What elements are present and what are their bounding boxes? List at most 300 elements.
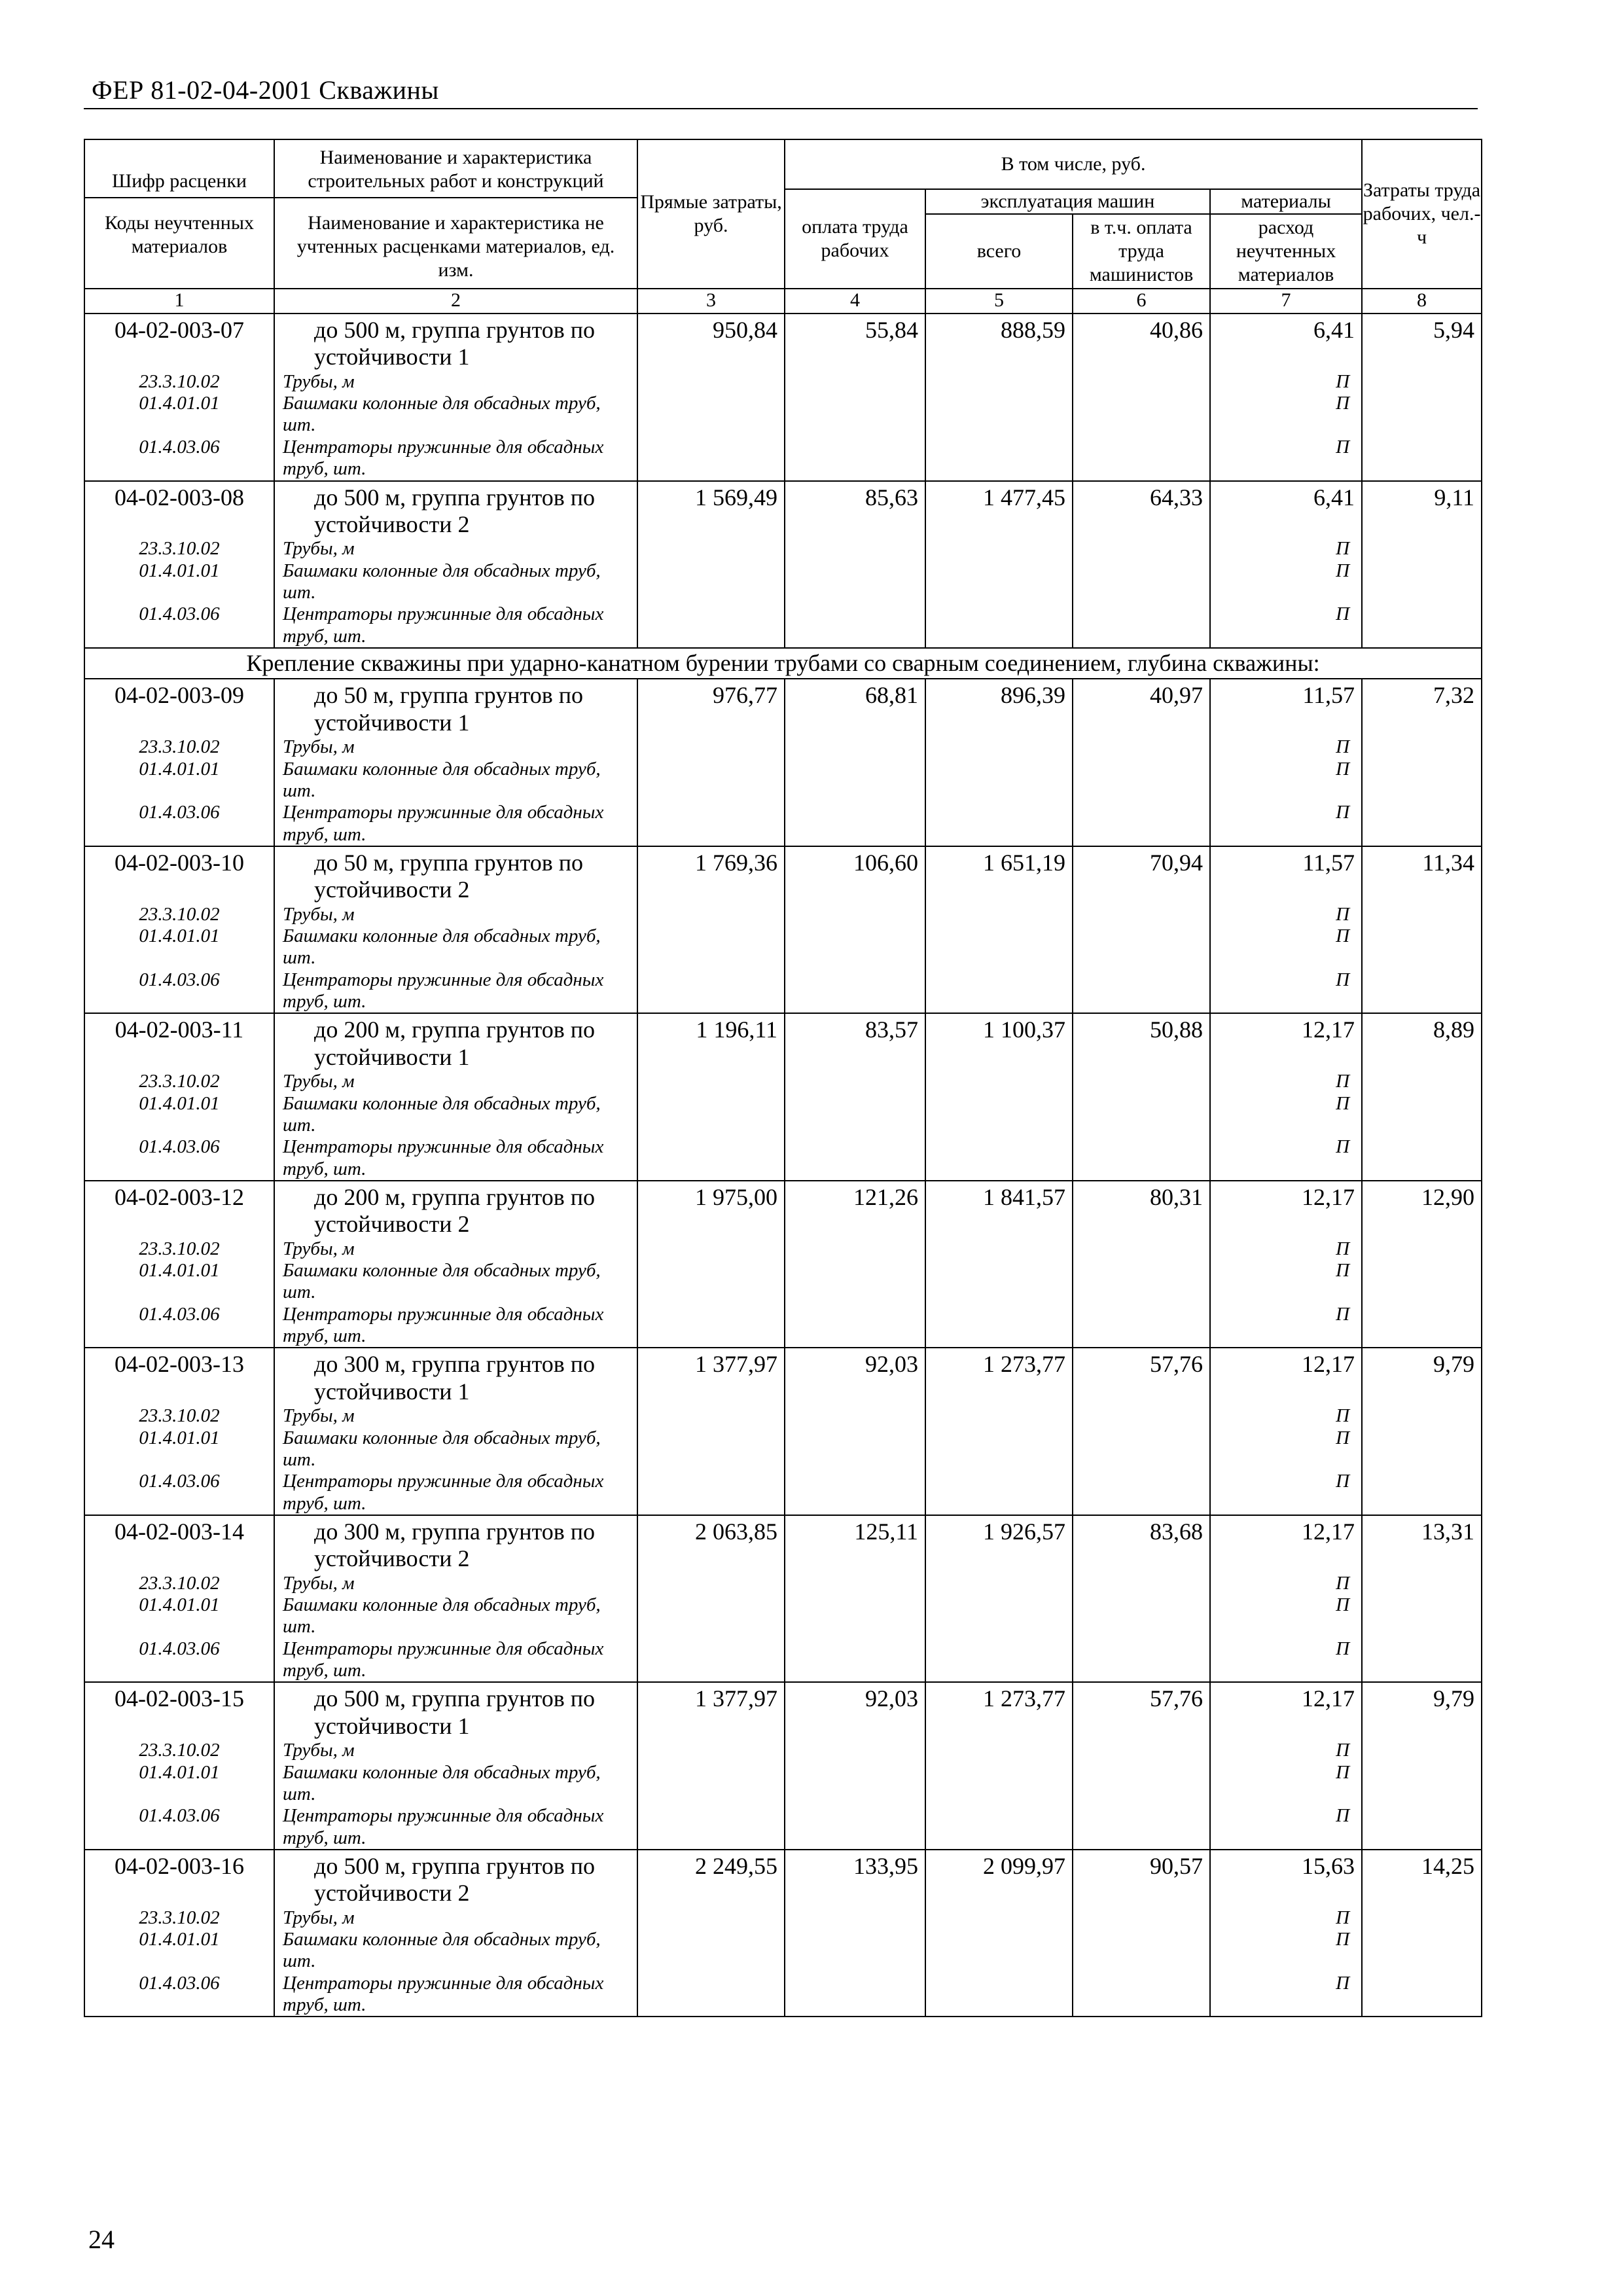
- material-mark: П: [1210, 925, 1362, 969]
- material-row: [84, 1740, 1482, 1761]
- machine-costs: 2 099,97: [925, 1850, 1073, 1907]
- empty-cell: [785, 904, 925, 925]
- material-row: [84, 1973, 1482, 2017]
- header-incl-wages: в т.ч. оплата труда машинистов: [1073, 214, 1210, 289]
- direct-costs: 1 196,11: [637, 1013, 785, 1071]
- empty-cell: [1073, 1929, 1210, 1973]
- material-code: 23.3.10.02: [84, 371, 274, 393]
- material-name: Трубы, м: [274, 1405, 637, 1427]
- col-number: 8: [1362, 289, 1482, 314]
- empty-cell: [1362, 1762, 1482, 1806]
- material-name: Башмаки колонные для обсадных труб, шт.: [274, 393, 637, 437]
- material-code: 01.4.03.06: [84, 1973, 274, 2017]
- material-name: Центраторы пружинные для обсадных труб, шт.: [274, 1471, 637, 1515]
- empty-cell: [925, 1740, 1073, 1761]
- wages: 85,63: [785, 481, 925, 539]
- empty-cell: [1362, 1405, 1482, 1427]
- empty-cell: [1362, 1573, 1482, 1594]
- material-name: Башмаки колонные для обсадных труб, шт.: [274, 1594, 637, 1638]
- material-mark: П: [1210, 904, 1362, 925]
- empty-cell: [1073, 1071, 1210, 1092]
- empty-cell: [925, 904, 1073, 925]
- empty-cell: [785, 925, 925, 969]
- empty-cell: [785, 1093, 925, 1137]
- material-code: 23.3.10.02: [84, 1907, 274, 1929]
- empty-cell: [1362, 1260, 1482, 1304]
- empty-cell: [1362, 393, 1482, 437]
- empty-cell: [1073, 904, 1210, 925]
- empty-cell: [925, 1471, 1073, 1515]
- empty-cell: [1362, 969, 1482, 1014]
- empty-cell: [1073, 759, 1210, 802]
- empty-cell: [925, 1805, 1073, 1850]
- direct-costs: 1 569,49: [637, 481, 785, 539]
- material-row: [84, 1260, 1482, 1304]
- empty-cell: [637, 1573, 785, 1594]
- section-row: [84, 648, 1482, 679]
- material-name: Трубы, м: [274, 1238, 637, 1260]
- header-total: всего: [925, 214, 1073, 289]
- empty-cell: [925, 969, 1073, 1014]
- material-mark: П: [1210, 371, 1362, 393]
- materials-cost: 12,17: [1210, 1013, 1362, 1071]
- empty-cell: [1073, 538, 1210, 560]
- empty-cell: [785, 1260, 925, 1304]
- empty-cell: [785, 1907, 925, 1929]
- empty-cell: [1073, 802, 1210, 846]
- material-code: 01.4.01.01: [84, 1594, 274, 1638]
- empty-cell: [785, 437, 925, 481]
- empty-cell: [785, 1805, 925, 1850]
- empty-cell: [1073, 1740, 1210, 1761]
- work-description: до 500 м, группа грунтов по устойчивости 2: [274, 1850, 637, 1907]
- material-row: [84, 1471, 1482, 1515]
- material-mark: П: [1210, 1405, 1362, 1427]
- empty-cell: [637, 1093, 785, 1137]
- empty-cell: [637, 1740, 785, 1761]
- material-name: Башмаки колонные для обсадных труб, шт.: [274, 1929, 637, 1973]
- rate-code: 04-02-003-12: [84, 1181, 274, 1238]
- direct-costs: 1 975,00: [637, 1181, 785, 1238]
- machine-costs: 1 841,57: [925, 1181, 1073, 1238]
- table-header-row: [84, 139, 1482, 189]
- empty-cell: [925, 802, 1073, 846]
- material-name: Башмаки колонные для обсадных труб, шт.: [274, 1093, 637, 1137]
- header-materials: материалы: [1210, 189, 1362, 214]
- empty-cell: [1073, 1238, 1210, 1260]
- col-number: 3: [637, 289, 785, 314]
- material-name: Башмаки колонные для обсадных труб, шт.: [274, 1427, 637, 1471]
- material-code: 01.4.01.01: [84, 925, 274, 969]
- labor-hours: 14,25: [1362, 1850, 1482, 1907]
- table-row: [84, 481, 1482, 539]
- material-row: [84, 538, 1482, 560]
- empty-cell: [925, 538, 1073, 560]
- empty-cell: [785, 1973, 925, 2017]
- material-row: [84, 925, 1482, 969]
- empty-cell: [785, 1594, 925, 1638]
- empty-cell: [1362, 1136, 1482, 1181]
- labor-hours: 9,79: [1362, 1348, 1482, 1405]
- col-number: 7: [1210, 289, 1362, 314]
- material-code: 01.4.03.06: [84, 603, 274, 648]
- machine-costs: 1 273,77: [925, 1348, 1073, 1405]
- machine-costs: 1 477,45: [925, 481, 1073, 539]
- material-row: [84, 1136, 1482, 1181]
- empty-cell: [637, 1071, 785, 1092]
- empty-cell: [1073, 371, 1210, 393]
- machine-costs: 1 273,77: [925, 1682, 1073, 1740]
- empty-cell: [785, 1740, 925, 1761]
- material-mark: П: [1210, 1093, 1362, 1137]
- machine-costs: 1 100,37: [925, 1013, 1073, 1071]
- wages: 83,57: [785, 1013, 925, 1071]
- table-row: [84, 1181, 1482, 1238]
- empty-cell: [637, 736, 785, 758]
- labor-hours: 9,79: [1362, 1682, 1482, 1740]
- material-name: Трубы, м: [274, 1071, 637, 1092]
- empty-cell: [637, 538, 785, 560]
- empty-cell: [785, 1427, 925, 1471]
- labor-hours: 13,31: [1362, 1515, 1482, 1573]
- empty-cell: [637, 560, 785, 604]
- material-name: Центраторы пружинные для обсадных труб, шт.: [274, 1805, 637, 1850]
- empty-cell: [637, 802, 785, 846]
- labor-hours: 12,90: [1362, 1181, 1482, 1238]
- material-name: Башмаки колонные для обсадных труб, шт.: [274, 925, 637, 969]
- materials-cost: 11,57: [1210, 846, 1362, 904]
- material-row: [84, 560, 1482, 604]
- material-name: Центраторы пружинные для обсадных труб, шт.: [274, 802, 637, 846]
- empty-cell: [925, 1594, 1073, 1638]
- empty-cell: [1073, 1762, 1210, 1806]
- material-name: Трубы, м: [274, 736, 637, 758]
- empty-cell: [785, 1136, 925, 1181]
- material-mark: П: [1210, 1427, 1362, 1471]
- machinists-wages: 57,76: [1073, 1682, 1210, 1740]
- table-row: [84, 679, 1482, 736]
- header-labor: Затраты труда рабочих, чел.-ч: [1362, 139, 1482, 289]
- wages: 133,95: [785, 1850, 925, 1907]
- material-row: [84, 904, 1482, 925]
- empty-cell: [1073, 1805, 1210, 1850]
- header-direct: Прямые затраты, руб.: [637, 139, 785, 289]
- materials-cost: 12,17: [1210, 1348, 1362, 1405]
- empty-cell: [925, 1638, 1073, 1683]
- empty-cell: [925, 603, 1073, 648]
- machinists-wages: 40,86: [1073, 314, 1210, 371]
- material-mark: П: [1210, 538, 1362, 560]
- material-code: 23.3.10.02: [84, 1071, 274, 1092]
- col-number: 6: [1073, 289, 1210, 314]
- empty-cell: [1362, 1093, 1482, 1137]
- material-name: Башмаки колонные для обсадных труб, шт.: [274, 560, 637, 604]
- rate-code: 04-02-003-08: [84, 481, 274, 539]
- header-machines: эксплуатация машин: [925, 189, 1210, 214]
- table-row: [84, 1850, 1482, 1907]
- work-description: до 200 м, группа грунтов по устойчивости 2: [274, 1181, 637, 1238]
- page-number: 24: [88, 2225, 115, 2254]
- machinists-wages: 90,57: [1073, 1850, 1210, 1907]
- empty-cell: [785, 1238, 925, 1260]
- material-code: 01.4.01.01: [84, 1093, 274, 1137]
- materials-cost: 6,41: [1210, 314, 1362, 371]
- empty-cell: [1073, 1136, 1210, 1181]
- empty-cell: [1362, 1071, 1482, 1092]
- wages: 125,11: [785, 1515, 925, 1573]
- material-mark: П: [1210, 1973, 1362, 2017]
- table-row: [84, 846, 1482, 904]
- empty-cell: [637, 1136, 785, 1181]
- empty-cell: [1362, 736, 1482, 758]
- empty-cell: [637, 1973, 785, 2017]
- empty-cell: [637, 1929, 785, 1973]
- empty-cell: [925, 393, 1073, 437]
- material-name: Трубы, м: [274, 538, 637, 560]
- empty-cell: [925, 1238, 1073, 1260]
- material-mark: П: [1210, 1260, 1362, 1304]
- materials-cost: 11,57: [1210, 679, 1362, 736]
- material-code: 23.3.10.02: [84, 1740, 274, 1761]
- empty-cell: [785, 603, 925, 648]
- empty-cell: [785, 1304, 925, 1348]
- direct-costs: 1 377,97: [637, 1682, 785, 1740]
- material-row: [84, 1304, 1482, 1348]
- empty-cell: [1362, 1238, 1482, 1260]
- material-code: 01.4.03.06: [84, 1304, 274, 1348]
- empty-cell: [637, 925, 785, 969]
- direct-costs: 2 063,85: [637, 1515, 785, 1573]
- rate-code: 04-02-003-16: [84, 1850, 274, 1907]
- material-row: [84, 1805, 1482, 1850]
- machine-costs: 1 926,57: [925, 1515, 1073, 1573]
- empty-cell: [1362, 1805, 1482, 1850]
- materials-cost: 12,17: [1210, 1682, 1362, 1740]
- machine-costs: 896,39: [925, 679, 1073, 736]
- empty-cell: [925, 1973, 1073, 2017]
- empty-cell: [1362, 1427, 1482, 1471]
- material-row: [84, 437, 1482, 481]
- col-number: 2: [274, 289, 637, 314]
- empty-cell: [1362, 1973, 1482, 2017]
- wages: 106,60: [785, 846, 925, 904]
- work-description: до 500 м, группа грунтов по устойчивости 1: [274, 1682, 637, 1740]
- empty-cell: [1362, 904, 1482, 925]
- machinists-wages: 80,31: [1073, 1181, 1210, 1238]
- empty-cell: [1362, 1907, 1482, 1929]
- material-row: [84, 1071, 1482, 1092]
- material-mark: П: [1210, 437, 1362, 481]
- material-code: 01.4.01.01: [84, 1427, 274, 1471]
- material-row: [84, 393, 1482, 437]
- rates-table: [84, 139, 1482, 2017]
- material-row: [84, 1929, 1482, 1973]
- direct-costs: 1 377,97: [637, 1348, 785, 1405]
- empty-cell: [637, 393, 785, 437]
- empty-cell: [1362, 1594, 1482, 1638]
- material-code: 01.4.01.01: [84, 1260, 274, 1304]
- machinists-wages: 50,88: [1073, 1013, 1210, 1071]
- empty-cell: [1362, 538, 1482, 560]
- empty-cell: [637, 904, 785, 925]
- empty-cell: [637, 1238, 785, 1260]
- empty-cell: [925, 1405, 1073, 1427]
- empty-cell: [785, 759, 925, 802]
- machinists-wages: 64,33: [1073, 481, 1210, 539]
- material-code: 01.4.03.06: [84, 1471, 274, 1515]
- empty-cell: [1073, 1304, 1210, 1348]
- material-row: [84, 1762, 1482, 1806]
- material-code: 01.4.01.01: [84, 393, 274, 437]
- material-name: Центраторы пружинные для обсадных труб, шт.: [274, 1304, 637, 1348]
- material-mark: П: [1210, 736, 1362, 758]
- wages: 55,84: [785, 314, 925, 371]
- work-description: до 50 м, группа грунтов по устойчивости 2: [274, 846, 637, 904]
- material-row: [84, 1907, 1482, 1929]
- empty-cell: [925, 1762, 1073, 1806]
- material-mark: П: [1210, 1907, 1362, 1929]
- header-name-top: Наименование и характеристика строительных работ и конструкций: [275, 142, 637, 198]
- section-title: Крепление скважины при ударно-канатном бурении трубами со сварным соединением, глубина скважины:: [84, 648, 1482, 679]
- table-body: [84, 139, 1482, 2017]
- material-name: Центраторы пружинные для обсадных труб, шт.: [274, 969, 637, 1014]
- empty-cell: [925, 1093, 1073, 1137]
- table-row: [84, 1682, 1482, 1740]
- empty-cell: [637, 437, 785, 481]
- empty-cell: [1362, 1471, 1482, 1515]
- header-unaccounted: расход неучтенных материалов: [1210, 214, 1362, 289]
- direct-costs: 976,77: [637, 679, 785, 736]
- labor-hours: 7,32: [1362, 679, 1482, 736]
- header-code-bottom: Коды неучтенных материалов: [105, 212, 254, 257]
- material-mark: П: [1210, 1573, 1362, 1594]
- material-row: [84, 1594, 1482, 1638]
- machinists-wages: 40,97: [1073, 679, 1210, 736]
- table-row: [84, 1013, 1482, 1071]
- empty-cell: [925, 736, 1073, 758]
- empty-cell: [1073, 1405, 1210, 1427]
- machinists-wages: 70,94: [1073, 846, 1210, 904]
- header-name-cell: [274, 139, 637, 289]
- material-name: Башмаки колонные для обсадных труб, шт.: [274, 1762, 637, 1806]
- material-mark: П: [1210, 560, 1362, 604]
- material-mark: П: [1210, 1762, 1362, 1806]
- empty-cell: [785, 1762, 925, 1806]
- empty-cell: [785, 802, 925, 846]
- empty-cell: [637, 969, 785, 1014]
- running-header: ФЕР 81-02-04-2001 Скважины: [92, 75, 439, 105]
- header-name-bottom: Наименование и характеристика не учтенных расценками материалов, ед. изм.: [296, 212, 615, 281]
- labor-hours: 11,34: [1362, 846, 1482, 904]
- empty-cell: [1073, 1573, 1210, 1594]
- wages: 68,81: [785, 679, 925, 736]
- material-mark: П: [1210, 1471, 1362, 1515]
- wages: 92,03: [785, 1682, 925, 1740]
- table-row: [84, 1348, 1482, 1405]
- material-name: Центраторы пружинные для обсадных труб, шт.: [274, 1136, 637, 1181]
- material-code: 23.3.10.02: [84, 1238, 274, 1260]
- material-code: 23.3.10.02: [84, 736, 274, 758]
- material-code: 01.4.03.06: [84, 1136, 274, 1181]
- header-code-top: Шифр расценки: [85, 166, 274, 198]
- material-row: [84, 371, 1482, 393]
- material-code: 23.3.10.02: [84, 1405, 274, 1427]
- machine-costs: 888,59: [925, 314, 1073, 371]
- materials-cost: 6,41: [1210, 481, 1362, 539]
- material-code: 23.3.10.02: [84, 904, 274, 925]
- work-description: до 200 м, группа грунтов по устойчивости 1: [274, 1013, 637, 1071]
- header-wages: оплата труда рабочих: [785, 189, 925, 289]
- material-code: 01.4.03.06: [84, 437, 274, 481]
- rate-code: 04-02-003-07: [84, 314, 274, 371]
- rate-code: 04-02-003-15: [84, 1682, 274, 1740]
- empty-cell: [1362, 1929, 1482, 1973]
- empty-cell: [637, 1762, 785, 1806]
- machinists-wages: 57,76: [1073, 1348, 1210, 1405]
- work-description: до 300 м, группа грунтов по устойчивости 2: [274, 1515, 637, 1573]
- rate-code: 04-02-003-14: [84, 1515, 274, 1573]
- material-code: 01.4.03.06: [84, 1638, 274, 1683]
- work-description: до 500 м, группа грунтов по устойчивости 2: [274, 481, 637, 539]
- material-mark: П: [1210, 1136, 1362, 1181]
- col-number: 1: [84, 289, 274, 314]
- empty-cell: [925, 1573, 1073, 1594]
- empty-cell: [1362, 371, 1482, 393]
- material-mark: П: [1210, 1304, 1362, 1348]
- empty-cell: [925, 925, 1073, 969]
- empty-cell: [785, 1929, 925, 1973]
- material-code: 23.3.10.02: [84, 1573, 274, 1594]
- empty-cell: [1073, 603, 1210, 648]
- material-mark: П: [1210, 969, 1362, 1014]
- empty-cell: [1073, 1427, 1210, 1471]
- empty-cell: [925, 1427, 1073, 1471]
- empty-cell: [637, 1907, 785, 1929]
- empty-cell: [925, 1136, 1073, 1181]
- empty-cell: [785, 1638, 925, 1683]
- material-name: Центраторы пружинные для обсадных труб, шт.: [274, 1973, 637, 2017]
- materials-cost: 12,17: [1210, 1181, 1362, 1238]
- empty-cell: [785, 736, 925, 758]
- table-row: [84, 314, 1482, 371]
- material-name: Трубы, м: [274, 371, 637, 393]
- work-description: до 50 м, группа грунтов по устойчивости 1: [274, 679, 637, 736]
- empty-cell: [785, 1071, 925, 1092]
- material-mark: П: [1210, 603, 1362, 648]
- empty-cell: [1362, 560, 1482, 604]
- material-name: Трубы, м: [274, 1740, 637, 1761]
- empty-cell: [1073, 1471, 1210, 1515]
- empty-cell: [637, 1471, 785, 1515]
- material-name: Центраторы пружинные для обсадных труб, шт.: [274, 1638, 637, 1683]
- rate-code: 04-02-003-11: [84, 1013, 274, 1071]
- empty-cell: [1362, 759, 1482, 802]
- material-code: 01.4.03.06: [84, 1805, 274, 1850]
- material-mark: П: [1210, 1929, 1362, 1973]
- materials-cost: 12,17: [1210, 1515, 1362, 1573]
- empty-cell: [785, 969, 925, 1014]
- material-name: Трубы, м: [274, 1907, 637, 1929]
- wages: 121,26: [785, 1181, 925, 1238]
- empty-cell: [1073, 1638, 1210, 1683]
- empty-cell: [925, 371, 1073, 393]
- material-code: 01.4.03.06: [84, 969, 274, 1014]
- empty-cell: [1073, 1594, 1210, 1638]
- direct-costs: 950,84: [637, 314, 785, 371]
- material-row: [84, 802, 1482, 846]
- empty-cell: [637, 1805, 785, 1850]
- empty-cell: [925, 759, 1073, 802]
